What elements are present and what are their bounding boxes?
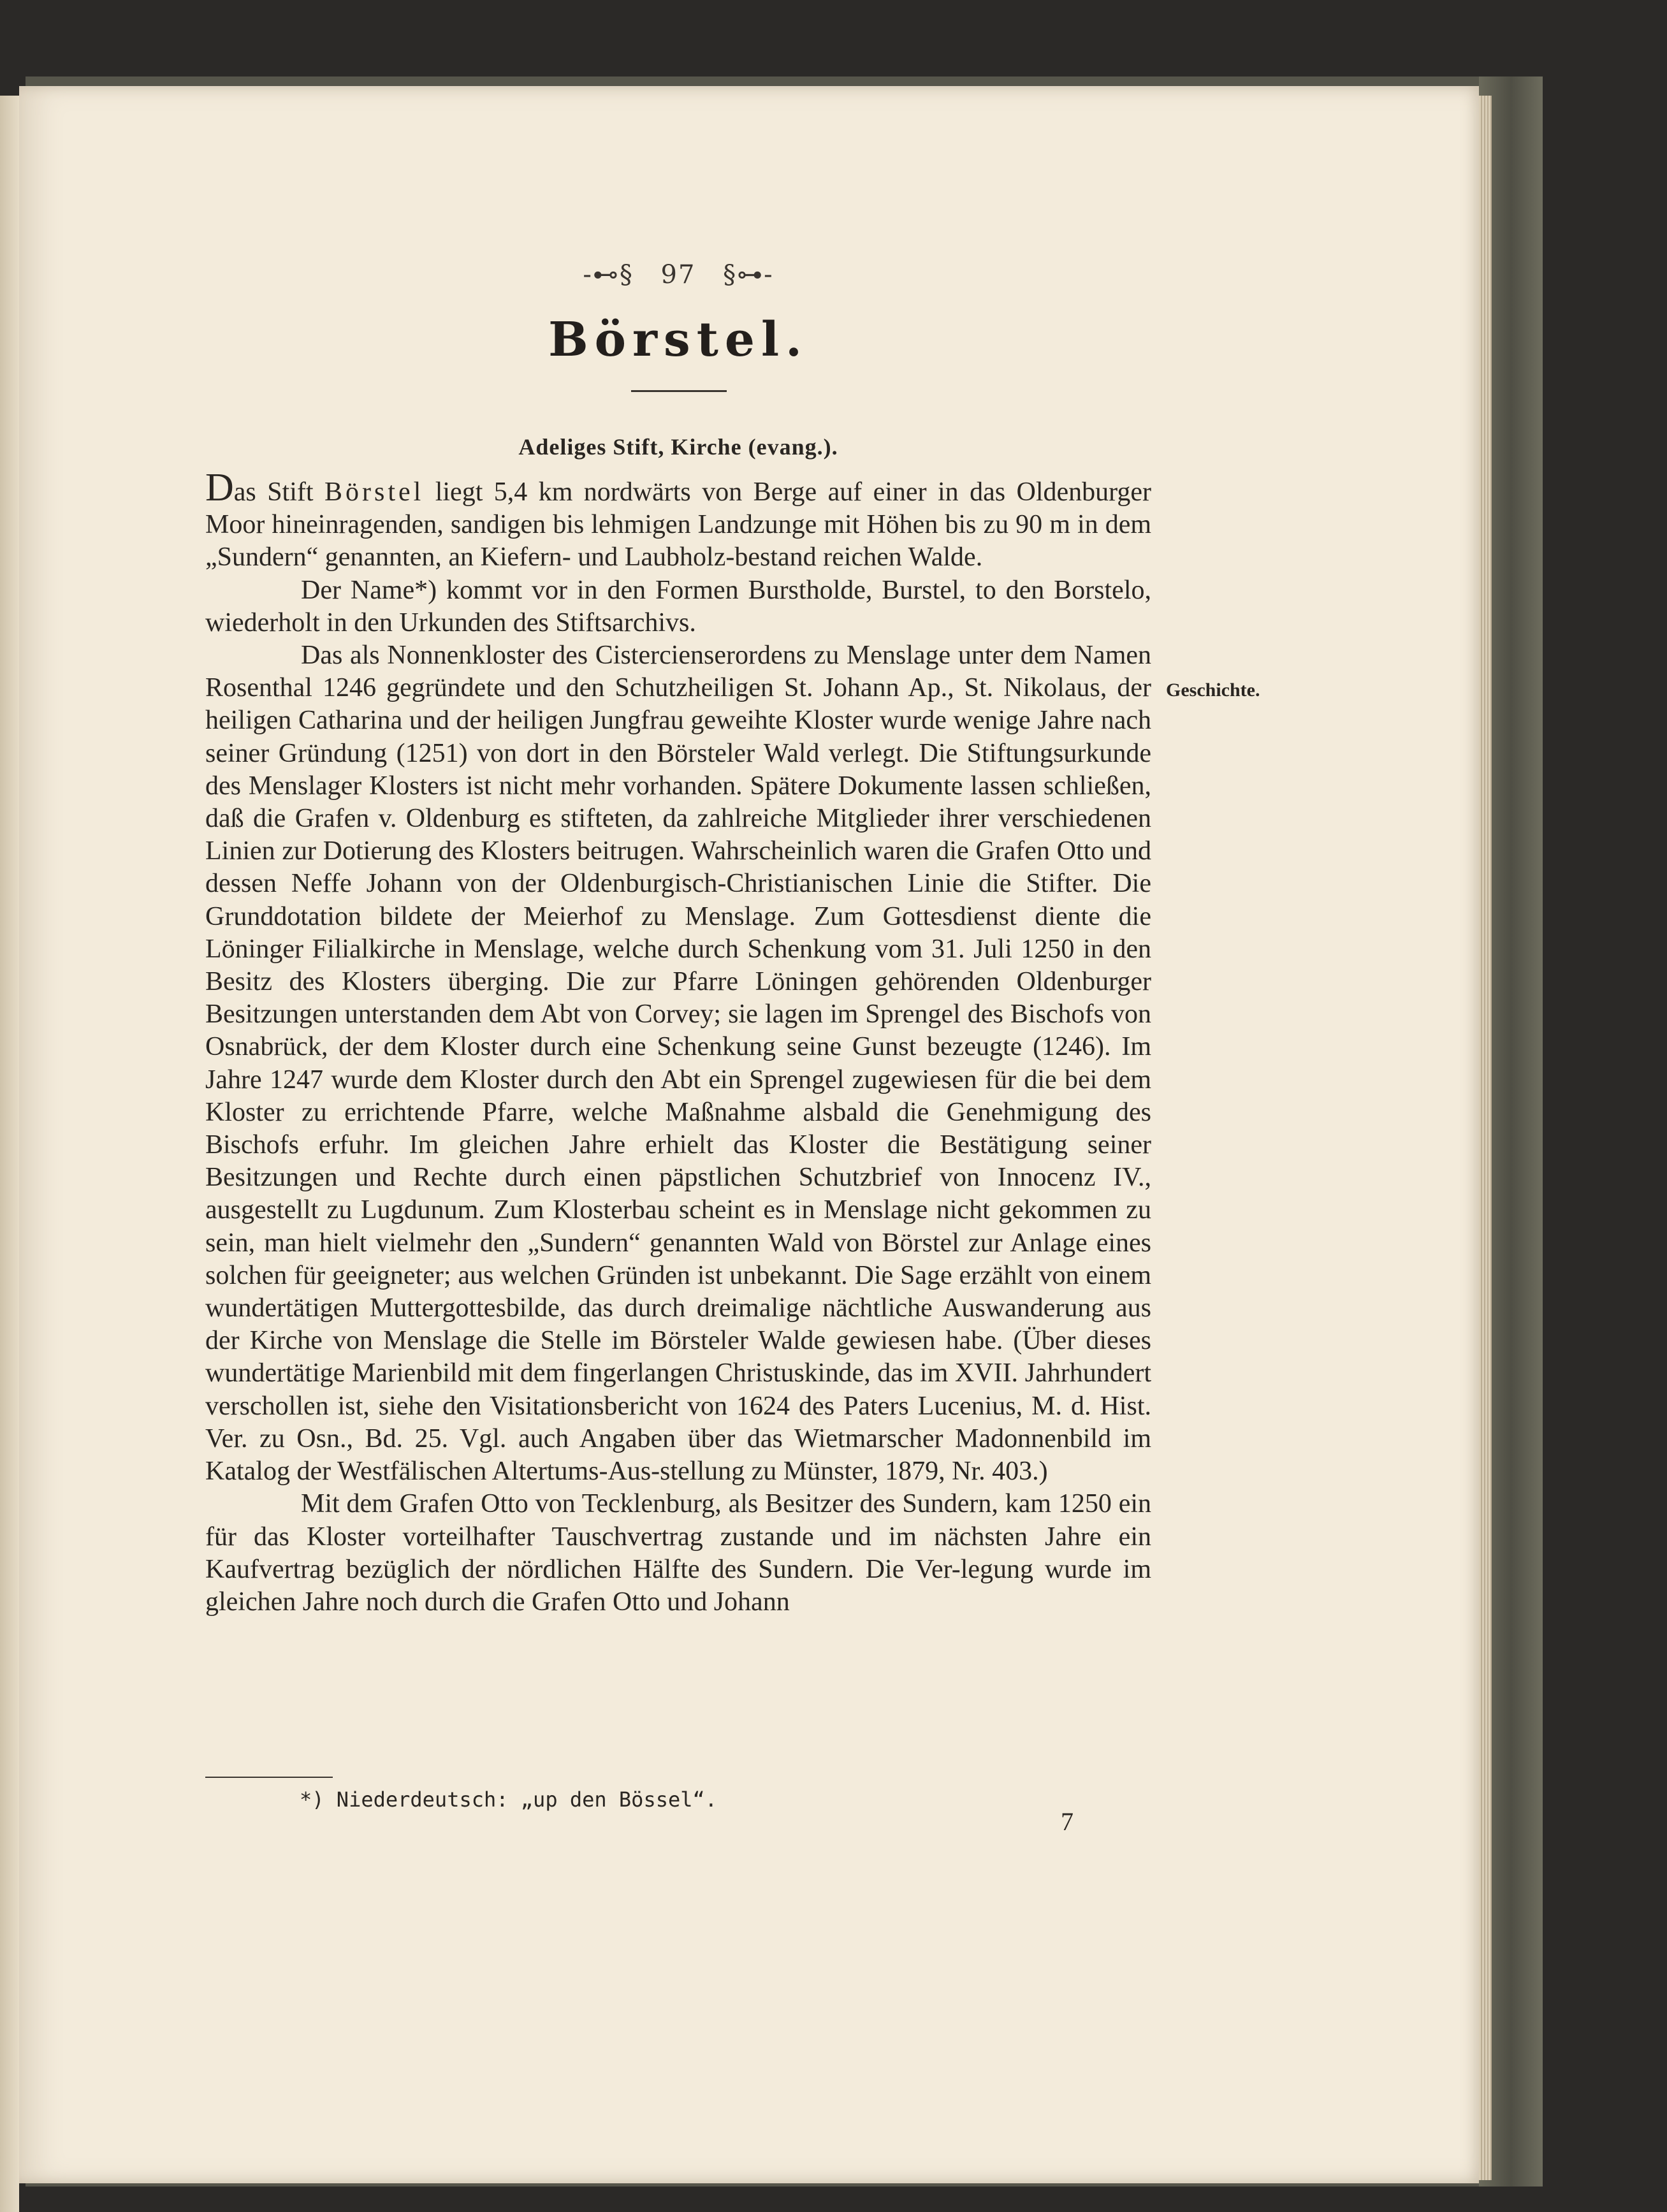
paragraph-1-lead: as Stift [233, 477, 324, 507]
page-number: 97 [660, 260, 696, 289]
paragraph-1 [205, 466, 1151, 574]
body-text [205, 466, 1151, 1619]
margin-note: Geschichte. [1166, 680, 1260, 701]
header-ornament-left: -⊷§ [583, 260, 634, 289]
paragraph-4: Mit dem Grafen Otto von Tecklenburg, als Besitzer des Sundern, kam 1250 ein für das Kloster vorteilhafter Tauschvertrag zustande und im nächsten Jahre ein Kaufvertrag bezüglich der nördlichen Hälfte des Sundern. Die Ver-legung wurde im gleichen Jahre noch durch die Grafen Otto und Johann [205, 1489, 1151, 1617]
previous-page-edge [0, 96, 19, 2212]
footnote-rule [205, 1777, 333, 1778]
signature-mark: 7 [1061, 1807, 1074, 1836]
paragraph-2: Der Name*) kommt vor in den Formen Burstholde, Burstel, to den Borstelo, wiederholt in den Urkunden des Stiftsarchivs. [205, 575, 1151, 637]
paragraph-1-name: Börstel [324, 477, 425, 507]
paragraph-1-rest: liegt 5,4 km nordwärts von Berge auf einer in das Oldenburger Moor hineinragenden, sandigen bis lehmigen Landzunge mit Höhen bis zu 90 m in dem „Sundern“ genannten, an Kiefern- und Laubholz-bestand reichen Walde. [205, 477, 1151, 572]
paragraph-3: Das als Nonnenkloster des Cistercienserordens zu Menslage unter dem Namen Rosenthal 1246 gegründete und den Schutzheiligen St. Johann Ap., St. Nikolaus, der heiligen Catharina und der heiligen Jungfrau geweihte Kloster wurde wenige Jahre nach seiner Gründung (1251) von dort in den Börsteler Wald verlegt. Die Stiftungsurkunde des Menslager Klosters ist nicht mehr vorhanden. Spätere Dokumente lassen schließen, daß die Grafen v. Oldenburg es stifteten, da zahlreiche Mitglieder ihrer verschiedenen Linien zur Dotierung des Klosters beitrugen. Wahrscheinlich waren die Grafen Otto und dessen Neffe Johann von der Oldenburgisch-Christianischen Linie die Stifter. Die Grunddotation bildete der Meierhof zu Menslage. Zum Gottesdienst diente die Löninger Filialkirche in Menslage, welche durch Schenkung vom 31. Juli 1250 in den Besitz des Klosters überging. Die zur Pfarre Löningen gehörenden Oldenburger Besitzungen unterstanden dem Abt von Corvey; sie lagen im Sprengel des Bischofs von Osnabrück, der dem Kloster durch eine Schenkung seine Gunst bezeugte (1246). Im Jahre 1247 wurde dem Kloster durch den Abt ein Sprengel zugewiesen für die bei dem Kloster zu errichtende Pfarre, welche Maßnahme alsbald die Genehmigung des Bischofs erfuhr. Im gleichen Jahre erhielt das Kloster die Bestätigung seiner Besitzungen und Rechte durch einen päpstlichen Schutzbrief von Innocenz IV., ausgestellt zu Lugdunum. Zum Klosterbau scheint es in Menslage nicht gekommen zu sein, man hielt vielmehr den „Sundern“ genannten Wald von Börstel zur Anlage eines solchen für geeigneter; aus welchen Gründen ist unbekannt. Die Sage erzählt von einem wundertätigen Muttergottesbilde, das durch dreimalige nächtliche Auswanderung aus der Kirche von Menslage die Stelle im Börsteler Walde gewiesen habe. (Über dieses wundertätige Marienbild mit dem fingerlangen Christuskinde, das im XVII. Jahrhundert verschollen ist, siehe den Visitationsbericht von 1624 des Paters Lucenius, M. d. Hist. Ver. zu Osn., Bd. 25. Vgl. auch Angaben über das Wietmarscher Madonnenbild im Katalog der Westfälischen Altertums-Aus-stellung zu Münster, 1879, Nr. 403.) [205, 641, 1151, 1487]
title-rule [631, 390, 727, 392]
page-header [205, 260, 1151, 289]
page-title: Börstel. [548, 312, 808, 367]
header-ornament-right: §⊶- [723, 260, 774, 289]
section-subtitle: Adeliges Stift, Kirche (evang.). [518, 434, 838, 460]
drop-cap: D [205, 466, 234, 509]
footnote: *) Niederdeutsch: „up den Bössel“. [300, 1787, 718, 1812]
